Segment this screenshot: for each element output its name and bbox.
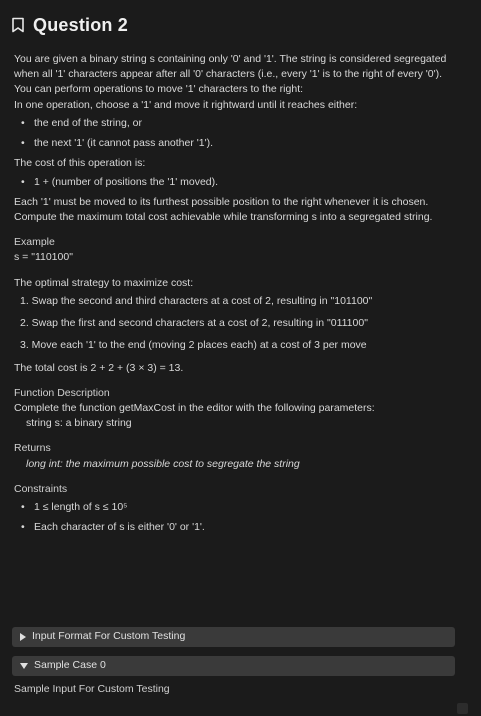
input-format-label: Input Format For Custom Testing (32, 630, 186, 643)
list-item: 3. Move each '1' to the end (moving 2 places each) at a cost of 3 per move (20, 339, 367, 352)
operation-rule: In one operation, choose a '1' and move it rightward until it reaches either: (14, 98, 358, 111)
strategy-intro: The optimal strategy to maximize cost: (14, 276, 194, 289)
list-item: 1. Swap the second and third characters at a cost of 2, resulting in "101100" (20, 294, 373, 307)
sample-case-toggle[interactable] (12, 656, 455, 676)
example-heading: Example (14, 236, 55, 249)
list-item: 2. Swap the first and second characters at a cost of 2, resulting in "011100" (20, 317, 368, 330)
example-value: s = "110100" (14, 251, 73, 264)
list-item: • 1 + (number of positions the '1' moved). (14, 175, 464, 190)
cost-bullets (14, 175, 464, 190)
constraints-heading: Constraints (14, 482, 68, 495)
intro-paragraph: You are given a binary string s containing only '0' and '1'. The string is considered segregated when all '1' characters appear after all '0' characters (i.e., every '1' is to the right of every '0'). (14, 53, 447, 81)
function-param: string s: a binary string (26, 417, 132, 430)
list-item: • 1 ≤ length of s ≤ 10⁵ (14, 500, 464, 515)
question-header (0, 0, 481, 38)
list-item: • the next '1' (it cannot pass another '1'). (14, 136, 464, 151)
chevron-down-icon (20, 663, 28, 669)
sample-input-label: Sample Input For Custom Testing (14, 683, 170, 695)
function-description-heading: Function Description (14, 386, 110, 399)
chevron-right-icon (20, 633, 26, 641)
function-description-text: Complete the function getMaxCost in the editor with the following parameters: (14, 401, 375, 414)
list-item: • Each character of s is either '0' or '1'. (14, 520, 464, 535)
example-total: The total cost is 2 + 2 + (3 × 3) = 13. (14, 361, 184, 374)
sample-case-label: Sample Case 0 (34, 659, 106, 672)
returns-text: long int: the maximum possible cost to segregate the string (26, 457, 300, 470)
problem-statement (14, 52, 464, 540)
page-title: Question 2 (33, 14, 129, 35)
operations-intro: You can perform operations to move '1' characters to the right: (14, 83, 304, 96)
task-paragraph: Each '1' must be moved to its furthest possible position to the right whenever it is chosen. Compute the maximum total cost achievable while transforming s into a segregated string. (14, 195, 433, 223)
scrollbar-thumb[interactable] (457, 703, 468, 714)
constraints-list (14, 500, 464, 535)
list-item: • the end of the string, or (14, 116, 464, 131)
cost-intro: The cost of this operation is: (14, 157, 146, 170)
operation-bullets (14, 116, 464, 151)
bookmark-icon[interactable] (11, 17, 25, 33)
example-steps (14, 294, 464, 354)
input-format-toggle[interactable] (12, 627, 455, 647)
returns-heading: Returns (14, 442, 51, 455)
